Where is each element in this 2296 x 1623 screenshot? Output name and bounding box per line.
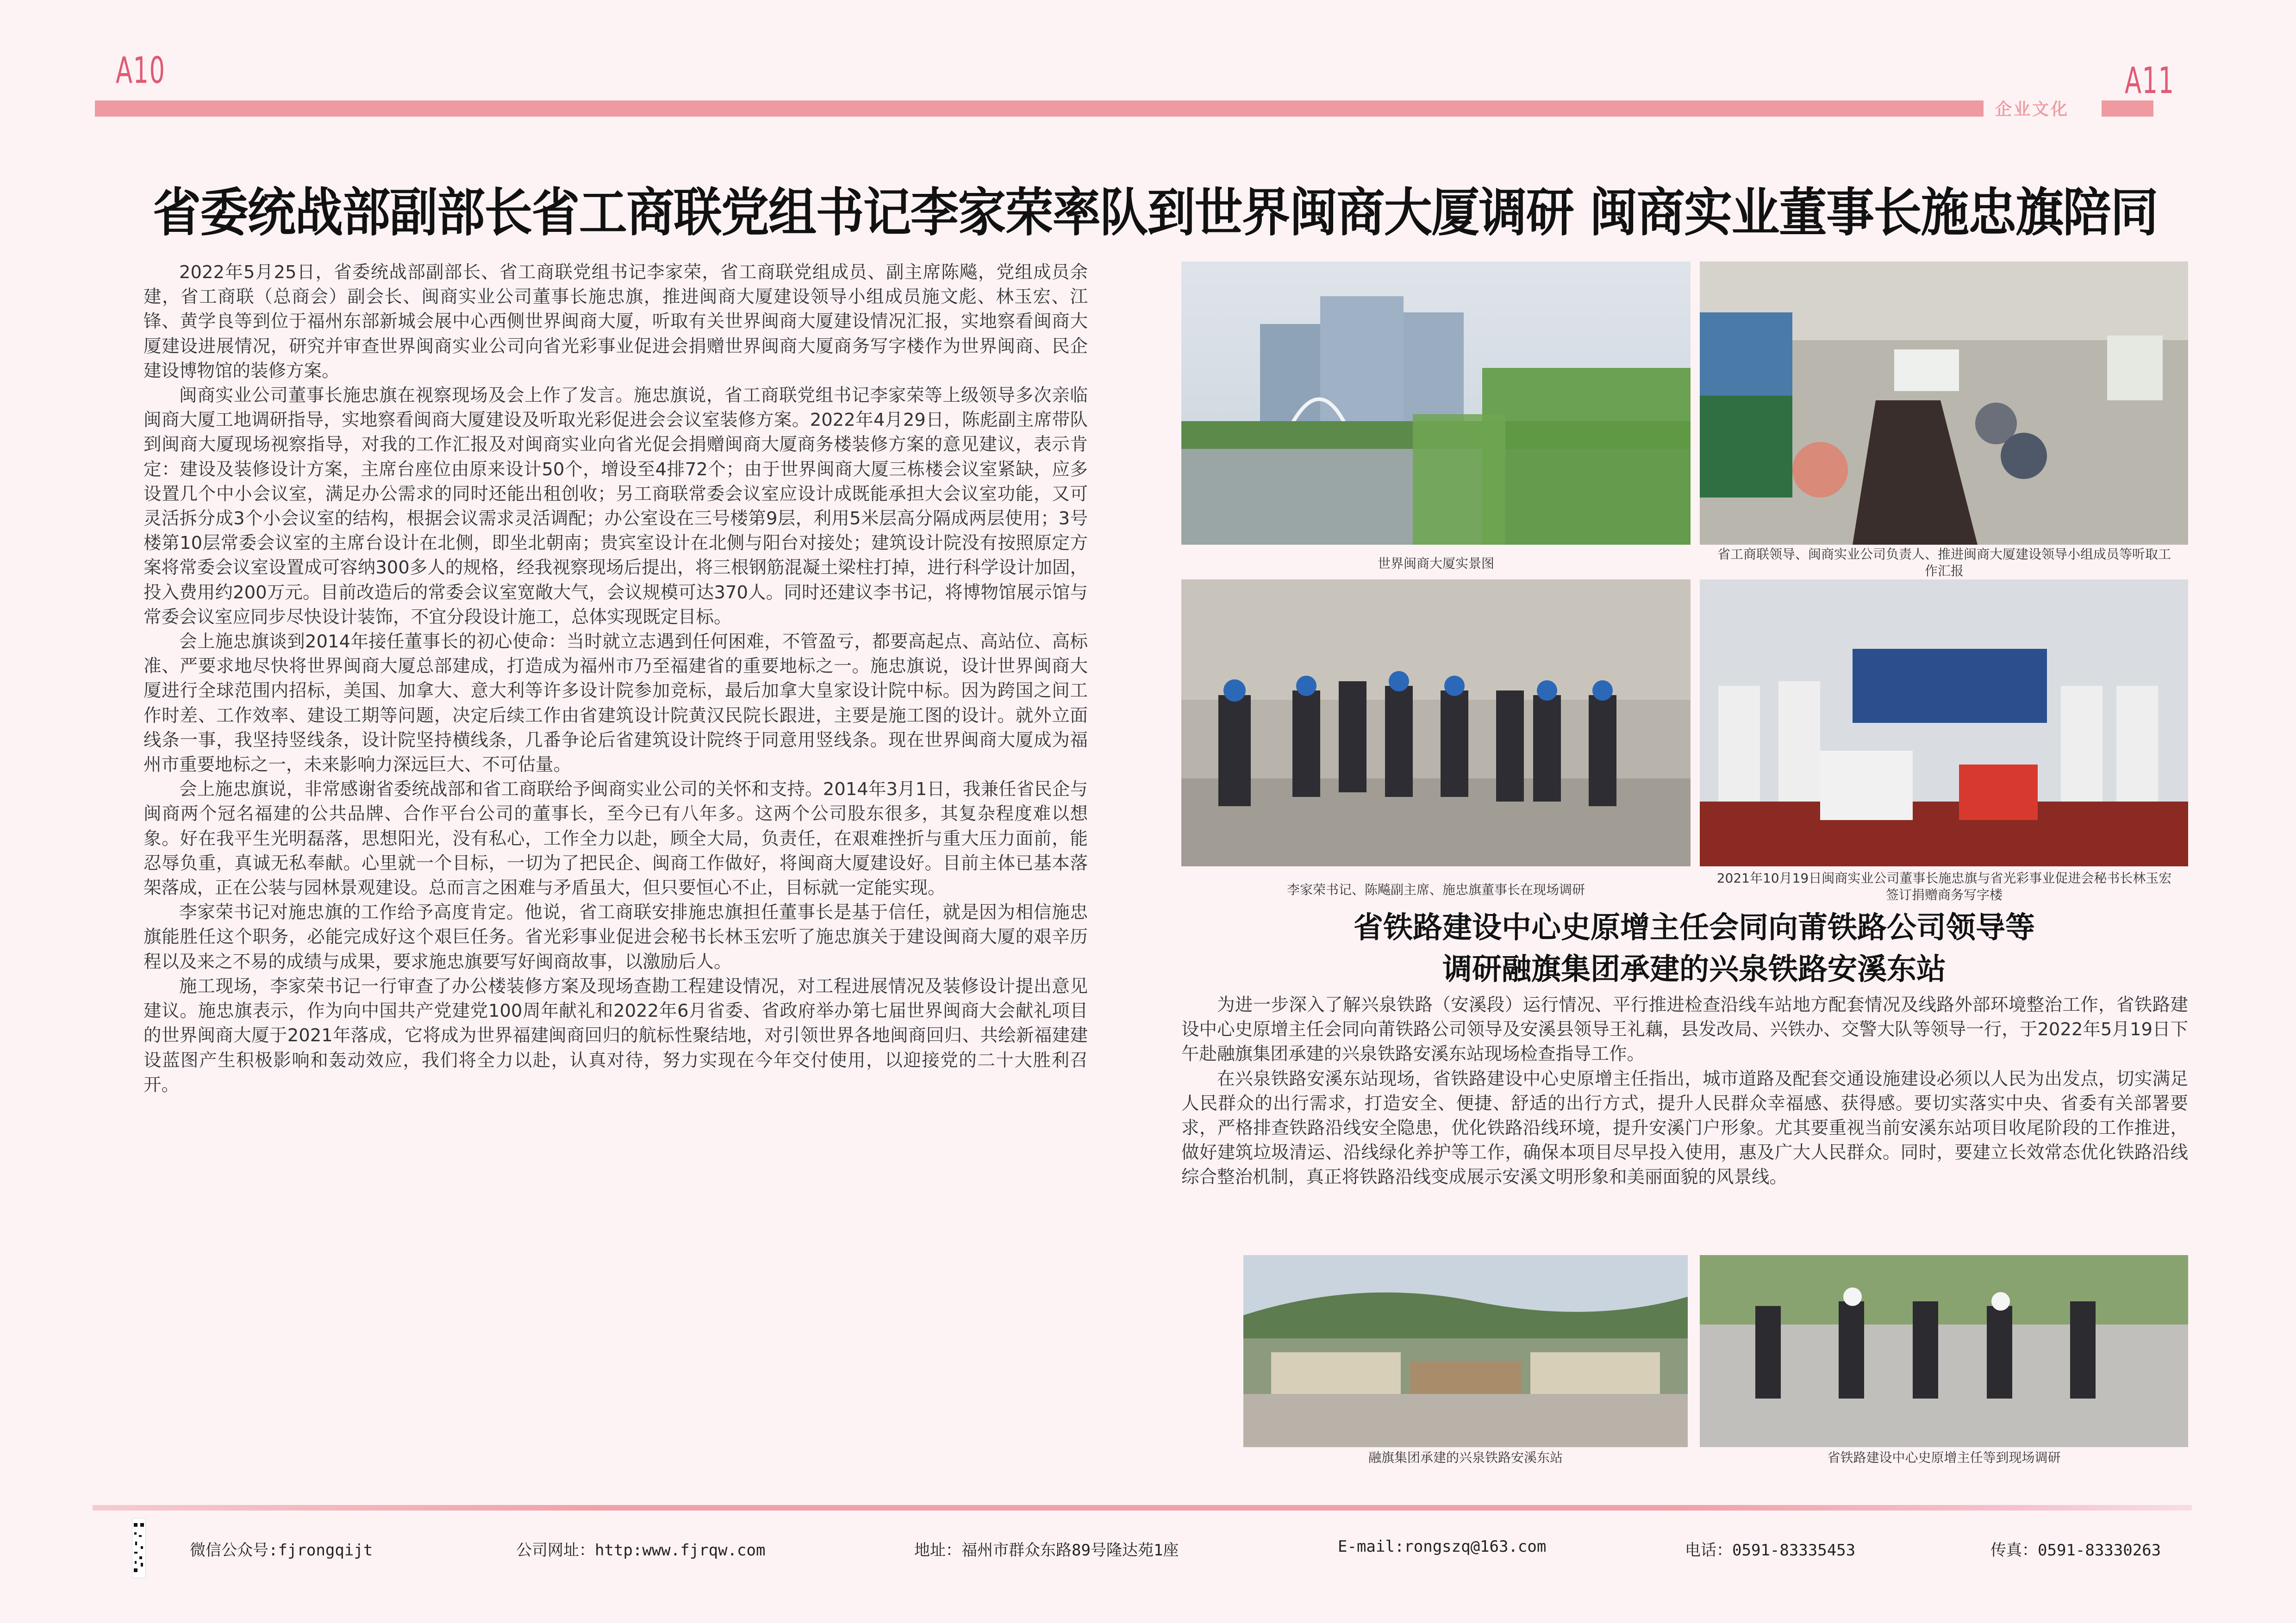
- photo-caption: 融旗集团承建的兴泉铁路安溪东站: [1368, 1450, 1563, 1465]
- photo-caption: 2021年10月19日闽商实业公司董事长施忠旗与省光彩事业促进会秘书长林玉宏签订捐赠商务写字楼: [1716, 871, 2172, 902]
- paragraph: 施工现场，李家荣书记一行审查了办公楼装修方案及现场查勘工程建设情况，对工程进展情况及装修设计提出意见建议。施忠旗表示，作为向中国共产党建党100周年献礼和2022年6月省委、省政府举办第七届世界闽商大会献礼项目的世界闽商大厦于2021年落成，它将成为世界福建闽商回归的航标性聚结地，对引领世界各地闽商回归、共绘新福建建设蓝图产生积极影响和轰动效应，我们将全力以赴，认真对待，努力实现在今年交付使用，以迎接党的二十大胜利召开。: [144, 976, 1088, 1095]
- footer-fax: 传真：0591-83330263: [1990, 1541, 2161, 1560]
- footer-address: 地址：福州市群众东路89号隆达苑1座: [914, 1541, 1179, 1560]
- footer-phone: 电话：0591-83335453: [1685, 1541, 1856, 1560]
- headline-line: 省铁路建设中心史原增主任会同向莆铁路公司领导等: [1354, 911, 2035, 945]
- right-page-number: A11: [2125, 60, 2175, 102]
- railway-site-visit-photo: [1700, 1255, 2188, 1447]
- header-bar-right: [2102, 100, 2153, 117]
- second-article-body: [1181, 993, 2188, 1190]
- station-image-icon: [1243, 1255, 1688, 1447]
- site-inspection-photo: [1181, 579, 1691, 866]
- footer-website-link[interactable]: 公司网址：http:www.fjrqw.com: [516, 1541, 766, 1560]
- paragraph: 在兴泉铁路安溪东站现场，省铁路建设中心史原增主任指出，城市道路及配套交通设施建设必须以人民为出发点，切实满足人民群众的出行需求，打造安全、便捷、舒适的出行方式，提升人民群众幸福感、获得感。要切实落实中央、省委有关部署要求，严格排查铁路沿线安全隐患，优化铁路沿线环境，提升安溪门户形象。尤其要重视当前安溪东站项目收尾阶段的工作推进，做好建筑垃圾清运、沿线绿化养护等工作，确保本项目尽早投入使用，惠及广大人民群众。同时，要建立长效常态优化铁路沿线综合整治机制，真正将铁路沿线变成展示安溪文明形象和美丽面貌的风景线。: [1181, 1068, 2188, 1188]
- footer-wechat: 微信公众号:fjrongqijt: [190, 1541, 373, 1560]
- main-article-body: [144, 260, 1088, 1097]
- paragraph: 闽商实业公司董事长施忠旗在视察现场及会上作了发言。施忠旗说，省工商联党组书记李家荣等上级领导多次亲临闽商大厦工地调研指导，实地察看闽商大厦建设及听取光彩促进会会议室装修方案。2022年4月29日，陈彪副主席带队到闽商大厦现场视察指导，对我的工作汇报及对闽商实业向省光促会捐赠闽商大厦商务楼装修方案的意见建议，表示肯定：建设及装修设计方案，主席台座位由原来设计50个，增设至4排72个；由于世界闽商大厦三栋楼会议室紧缺，应多设置几个中小会议室，满足办公需求的同时还能出租创收；另工商联常委会议室应设计成既能承担大会议室功能，又可灵活拆分成3个小会议室的结构，根据会议需求灵活调配；办公室设在三号楼第9层，利用5米层高分隔成两层使用；3号楼第10层常委会议室的主席台设计在北侧，即坐北朝南；贵宾室设计在北侧与阳台对接处；建筑设计院没有按照原定方案将常委会议室设置成可容纳300多人的规格，经我视察现场后提出，将三根钢筋混凝土梁柱打掉，进行科学设计加固，投入费用约200万元。目前改造后的常委会议室宽敞大气，会议规模可达370人。同时还建议李书记，将博物馆展示馆与常委会议室应同步尽快设计装饰，不宜分段设计施工，总体实现既定目标。: [144, 385, 1088, 628]
- photo-caption: 省铁路建设中心史原增主任等到现场调研: [1827, 1450, 2061, 1465]
- header-bar-left: [95, 100, 1984, 117]
- signing-image-icon: [1700, 579, 2188, 866]
- footer-email-link[interactable]: E-mail:rongszq@163.com: [1338, 1537, 1547, 1556]
- section-label: 企业文化: [1995, 100, 2070, 119]
- qr-pattern-icon: [132, 1518, 145, 1578]
- footer-divider: [93, 1505, 2192, 1511]
- building-image-icon: [1181, 261, 1691, 545]
- main-headline: 省委统战部副部长省工商联党组书记李家荣率队到世界闽商大厦调研 闽商实业董事长施忠旗陪同: [153, 183, 2158, 243]
- site-image-icon: [1181, 579, 1691, 866]
- paragraph: 2022年5月25日，省委统战部副部长、省工商联党组书记李家荣，省工商联党组成员、副主席陈飚，党组成员余建，省工商联（总商会）副会长、闽商实业公司董事长施忠旗，推进闽商大厦建设领导小组成员施文彪、林玉宏、江锋、黄学良等到位于福州东部新城会展中心西侧世界闽商大厦，听取有关世界闽商大厦建设情况汇报，实地察看闽商大厦建设进展情况，研究并审查世界闽商实业公司向省光彩事业促进会捐赠世界闽商大厦商务写字楼作为世界闽商、民企建设博物馆的装修方案。: [144, 262, 1088, 381]
- second-article-headline: [1176, 907, 2213, 990]
- meeting-image-icon: [1700, 261, 2188, 545]
- qr-code-icon: [132, 1518, 146, 1578]
- meeting-room-photo: [1700, 261, 2188, 545]
- anxi-east-station-photo: [1243, 1255, 1688, 1447]
- railway-visit-image-icon: [1700, 1255, 2188, 1447]
- photo-caption: 省工商联领导、闽商实业公司负责人、推进闽商大厦建设领导小组成员等听取工作汇报: [1717, 547, 2171, 578]
- paragraph: 会上施忠旗谈到2014年接任董事长的初心使命：当时就立志遇到任何困难，不管盈亏，都要高起点、高站位、高标准、严要求地尽快将世界闽商大厦总部建成，打造成为福州市乃至福建省的重要地标之一。施忠旗说，设计世界闽商大厦进行全球范围内招标，美国、加拿大、意大利等许多设计院参加竞标，最后加拿大皇家设计院中标。因为跨国之间工作时差、工作效率、建设工期等问题，决定后续工作由省建筑设计院黄汉民院长跟进，主要是施工图的设计。就外立面线条一事，我坚持竖线条，设计院坚持横线条，几番争论后省建筑设计院终于同意用竖线条。现在世界闽商大厦成为福州市重要地标之一，未来影响力深远巨大、不可估量。: [144, 631, 1088, 776]
- paragraph: 李家荣书记对施忠旗的工作给予高度肯定。他说，省工商联安排施忠旗担任董事长是基于信任，就是因为相信施忠旗能胜任这个职务，必能完成好这个艰巨任务。省光彩事业促进会秘书长林玉宏听了施忠旗关于建设闽商大厦的艰辛历程以及来之不易的成绩与成果，要求施忠旗要写好闽商故事，以激励后人。: [144, 902, 1088, 972]
- left-page-number: A10: [116, 50, 166, 92]
- signing-ceremony-photo: [1700, 579, 2188, 866]
- photo-caption: 世界闽商大厦实景图: [1377, 556, 1494, 571]
- headline-line: 调研融旗集团承建的兴泉铁路安溪东站: [1442, 952, 1946, 987]
- paragraph: 为进一步深入了解兴泉铁路（安溪段）运行情况、平行推进检查沿线车站地方配套情况及线路外部环境整治工作，省铁路建设中心史原增主任会同向莆铁路公司领导及安溪县领导王礼藕，县发改局、兴铁办、交警大队等领导一行，于2022年5月19日下午赴融旗集团承建的兴泉铁路安溪东站现场检查指导工作。: [1181, 995, 2188, 1065]
- world-minshang-building-photo: [1181, 261, 1691, 545]
- paragraph: 会上施忠旗说，非常感谢省委统战部和省工商联给予闽商实业公司的关怀和支持。2014年3月1日，我兼任省民企与闽商两个冠名福建的公共品牌、合作平台公司的董事长，至今已有八年多。这两个公司股东很多，其复杂程度难以想象。好在我平生光明磊落，思想阳光，没有私心，工作全力以赴，顾全大局，负责任，在艰难挫折与重大压力面前，能忍辱负重，真诚无私奉献。心里就一个目标，一切为了把民企、闽商工作做好，将闽商大厦建设好。目前主体已基本落架落成，正在公装与园林景观建设。总而言之困难与矛盾虽大，但只要恒心不止，目标就一定能实现。: [144, 779, 1088, 899]
- photo-caption: 李家荣书记、陈飚副主席、施忠旗董事长在现场调研: [1286, 882, 1585, 897]
